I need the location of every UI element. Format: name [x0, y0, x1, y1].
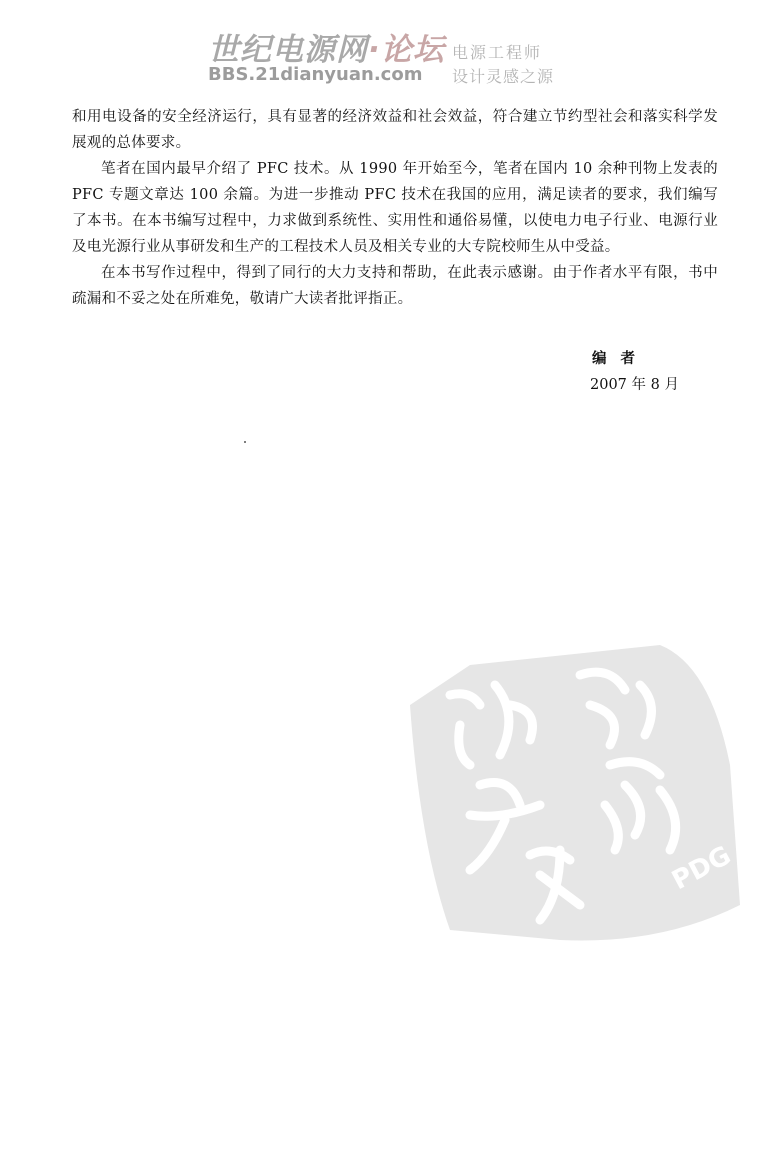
site-logo-tagline-1: 电源工程师 [452, 43, 543, 62]
site-logo-title-dot: · [368, 32, 381, 68]
scan-speck [244, 441, 246, 443]
paragraph-pfc-intro: 笔者在国内最早介绍了 PFC 技术。从 1990 年开始至今，笔者在国内 10 余种刊物上发表的 PFC 专题文章达 100 余篇。为进一步推动 PFC 技术在我国的应用，满足读者的要求，我们编写了本书。在本书编写过程中，力求做到系统性、实用性和通俗易懂，以使电力电子行业、电源行业及电光源行业从事研发和生产的工程技术人员及相关专业的大专院校师生从中受益。 [72, 161, 718, 255]
paragraph-continued: 和用电设备的安全经济运行，具有显著的经济效益和社会效益，符合建立节约型社会和落实科学发展观的总体要求。 [72, 109, 718, 151]
seal-watermark-icon [410, 645, 740, 945]
site-logo-title [208, 24, 445, 69]
signature-block [590, 346, 679, 398]
signature-date: 2007 年 8 月 [590, 377, 679, 393]
site-logo-title-part1: 世纪电源网 [208, 32, 368, 68]
site-logo-banner [200, 20, 570, 92]
preface-body [72, 104, 718, 312]
site-logo-url: BBS.21dianyuan.com [208, 64, 423, 85]
site-logo-tagline-2: 设计灵感之源 [452, 67, 555, 86]
paragraph-acknowledgement: 在本书写作过程中，得到了同行的大力支持和帮助，在此表示感谢。由于作者水平有限，书中疏漏和不妥之处在所难免，敬请广大读者批评指正。 [72, 265, 718, 307]
seal-watermark-label: PDG [667, 840, 737, 897]
site-logo-title-part2: 论坛 [380, 32, 445, 68]
signature-author: 编者 [592, 350, 649, 367]
